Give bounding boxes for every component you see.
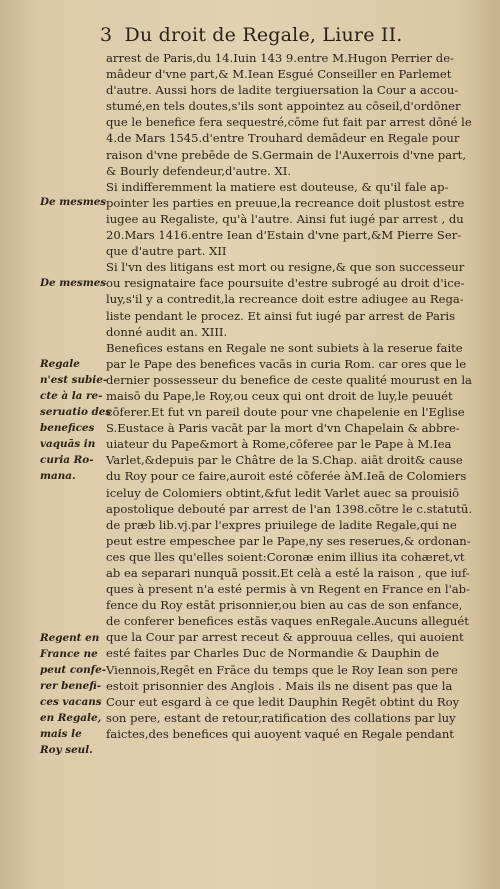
text-line: estoit prisonnier des Anglois . Mais ils ne disent pas que la (106, 678, 453, 693)
text-line: ou resignataire face poursuite d'estre subrogé au droit d'ice- (106, 276, 465, 291)
text-line: 20.Mars 1416.entre Iean d'Estain d'vne part,&M Pierre Ser- (106, 228, 462, 243)
text-line: ces que lles qu'elles soient:Coronæ enim illius ita cohæret,vt (106, 549, 465, 564)
text-line: uiateur du Pape&mort à Rome,cōferee par le Pape à M.Iea (106, 437, 452, 452)
text-line: pointer les parties en preuue,la recreance doit plustost estre (106, 195, 465, 210)
margin-note: De mesmes (40, 196, 107, 208)
text-line: maisō du Pape,le Roy,ou ceux qui ont droit de luy,le peuuét (106, 388, 453, 403)
margin-note: mais le (40, 728, 82, 740)
text-line: donné audit an. XIII. (106, 324, 228, 339)
margin-note: ces vacans (40, 696, 102, 708)
text-line: & Bourly defendeur,d'autre. XI. (106, 163, 292, 178)
margin-note: De mesmes (40, 277, 107, 289)
text-line: raison d'vne prebēde de S.Germain de l'Auxerrois d'vne part, (106, 147, 467, 162)
margin-note: mana. (40, 470, 76, 482)
text-line: de conferer benefices estās vaques enRegale.Aucuns alleguét (106, 614, 469, 629)
text-line: son pere, estant de retour,ratification des collations par luy (106, 710, 456, 725)
text-line: arrest de Paris,du 14.Iuin 143 9.entre M.Hugon Perrier de- (106, 51, 454, 65)
margin-note: curia Ro- (40, 454, 94, 466)
text-line: iugee au Regaliste, qu'à l'autre. Ainsi fut iugé par arrest , du (106, 211, 464, 226)
text-line: dernier possesseur du benefice de ceste qualité mourust en la (106, 372, 472, 387)
text-line: ab ea separari nunquā possit.Et celà a esté la raison , que iuf- (106, 566, 470, 580)
margin-note: benefices (40, 422, 95, 434)
text-line: Viennois,Regēt en Frāce du temps que le Roy Iean son pere (106, 662, 458, 677)
text-line: esté faites par Charles Duc de Normandie & Dauphin de (106, 646, 439, 661)
text-line: Benefices estans en Regale ne sont subiets à la reserue faite (106, 340, 463, 355)
margin-note: peut confe- (40, 664, 107, 676)
text-line: fence du Roy estāt prisonnier,ou bien au cas de son enfance, (106, 598, 463, 613)
text-line: Cour eut esgard à ce que ledit Dauphin Regēt obtint du Roy (106, 694, 460, 709)
margin-note: Regale (40, 358, 80, 370)
text-line: 4.de Mars 1545.d'entre Trouhard demādeur en Regale pour (106, 131, 460, 146)
running-title: Du droit de Regale, Liure II. (124, 24, 403, 46)
text-line: apostolique debouté par arrest de l'an 1398.cōtre le c.statutū. (106, 501, 473, 516)
text-line: S.Eustace à Paris vacāt par la mort d'vn Chapelain & abbre- (106, 421, 460, 436)
text-line: Varlet,&depuis par le Châtre de la S.Chap. aiāt droit& cause (106, 453, 463, 468)
margin-note: en Regale, (40, 712, 102, 724)
margin-note: n'est subie- (40, 374, 108, 386)
margin-note: vaquās in (40, 438, 96, 450)
margin-note: France ne (40, 648, 98, 660)
text-line: que le benefice fera sequestré,cōme fut fait par arrest dōné le (106, 115, 472, 130)
folio-number: 3 (100, 24, 113, 46)
text-line: du Roy pour ce faire,auroit esté cōferée àM.Ieā de Colomiers (106, 469, 467, 484)
text-line: iceluy de Colomiers obtint,&fut ledit Varlet auec sa prouisiō (106, 485, 460, 500)
text-line: liste pendant le procez. Et ainsi fut iugé par arrest de Paris (106, 308, 456, 323)
text-line: d'autre. Aussi hors de ladite tergiuersation la Cour a accou- (106, 83, 459, 98)
text-line: faictes,des benefices qui auoyent vaqué en Regale pendant (106, 726, 454, 741)
text-line: mâdeur d'vne part,& M.Iean Esgué Conseiller en Parlemet (106, 67, 452, 82)
text-line: stumé,en tels doutes,s'ils sont appointez au cōseil,d'ordōner (106, 99, 461, 114)
margin-note: Roy seul. (40, 744, 93, 756)
running-head (100, 24, 490, 46)
text-line: Si l'vn des litigans est mort ou resigne,& que son successeur (106, 260, 465, 275)
text-line: que d'autre part. XII (106, 244, 227, 259)
text-line: de præb lib.vj.par l'expres priuilege de ladite Regale,qui ne (106, 517, 457, 532)
body-text (106, 50, 490, 742)
text-line: cōferer.Et fut vn pareil doute pour vne chapelenie en l'Eglise (106, 405, 465, 420)
text-line: luy,s'il y a contredit,la recreance doit estre adiugee au Rega- (106, 292, 464, 307)
text-line: Si indifferemment la matiere est douteuse, & qu'il fale ap- (106, 179, 449, 194)
text-line: peut estre empeschee par le Pape,ny ses reserues,& ordonan- (106, 533, 471, 548)
margin-note: cte à la re- (40, 390, 103, 402)
margin-note: Regent en (40, 632, 100, 644)
text-line: ques à present n'a esté permis à vn Regent en France en l'ab- (106, 582, 471, 597)
text-line: par le Pape des benefices vacās in curia Rom. car ores que le (106, 356, 467, 371)
text-line: que la Cour par arrest receut & approuua celles, qui auoient (106, 630, 464, 645)
margin-note: seruatio des (40, 406, 112, 418)
margin-note: rer benefi- (40, 680, 102, 692)
